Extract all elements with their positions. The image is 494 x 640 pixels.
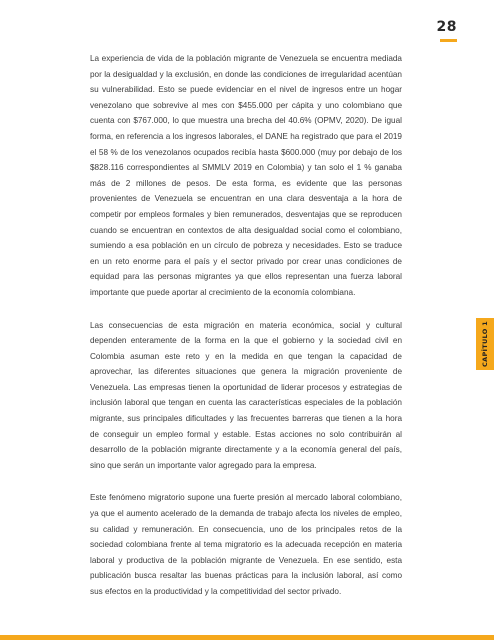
paragraph: Las consecuencias de esta migración en materia económica, social y cultural dependen enteramente de la forma en la que el gobierno y la sociedad civil en Colombia asuman este reto y en la medida en que tengan la capacidad de aprovechar, las diferentes situaciones que genera la migración proveniente de Venezuela. Las empresas tienen la oportunidad de liderar procesos y estrategias de inclusión laboral que tengan en cuenta las características especiales de la población migrante, sus principales dificultades y las frecuentes barreras que tienen a la hora de conseguir un empleo formal y estable. Estas acciones no solo contribuirán al desarrollo de la población migrante directamente y a la economía general del país, sino que serán un importante valor agregado para la empresa. [90,320,402,470]
bottom-accent-bar [0,635,494,640]
chapter-label-container [476,318,494,370]
page-number-underline [440,39,457,42]
page-number: 28 [436,19,457,35]
paragraph: La experiencia de vida de la población migrante de Venezuela se encuentra mediada por la desigualdad y la exclusión, en donde las condiciones de irregularidad acentúan su vulnerabilidad. Esto se puede evidenciar en el nivel de ingresos entre un hogar venezolano que sobrevive al mes con $455.000 per cápita y uno colombiano que cuenta con $767.000, lo que muestra una brecha del 40.6% (OPMV, 2020). De igual forma, en referencia a los ingresos laborales, el DANE ha registrado que para el 2019 el 58 % de los venezolanos ocupados recibía hasta $600.000 (muy por debajo de los $828.116 correspondientes al SMMLV 2019 en Colombia) y tan solo el 1 % ganaba más de 2 millones de pesos. De esta forma, es evidente que las personas provenientes de Venezuela se encuentran en una clara desventaja a la hora de competir por empleos formales y bien remunerados, desventajas que se reproducen cuando se encuentran en contextos de alta desigualdad social como el colombiano, sumiendo a esa población en un círculo de pobreza y necesidades. Esto se traduce en un reto enorme para el país y el sector privado por crear unas condiciones de equidad para las personas migrantes ya que ellos representan una fuerza laboral importante que puede aportar al crecimiento de la economía colombiana. [90,54,402,297]
chapter-label: CAPÍTULO 1 [481,321,490,367]
paragraph: Este fenómeno migratorio supone una fuerte presión al mercado laboral colombiano, ya que el aumento acelerado de la demanda de trabajo afecta los niveles de empleo, su calidad y remuneración. En consecuencia, uno de los principales retos de la sociedad colombiana frente al tema migratorio es la adecuada recepción en materia laboral y productiva de la población migrante de Venezuela. En ese sentido, esta publicación busca resaltar las buenas prácticas para la inclusión laboral, así como sus efectos en la productividad y la competitividad del sector privado. [90,493,402,596]
body-text [90,51,402,617]
